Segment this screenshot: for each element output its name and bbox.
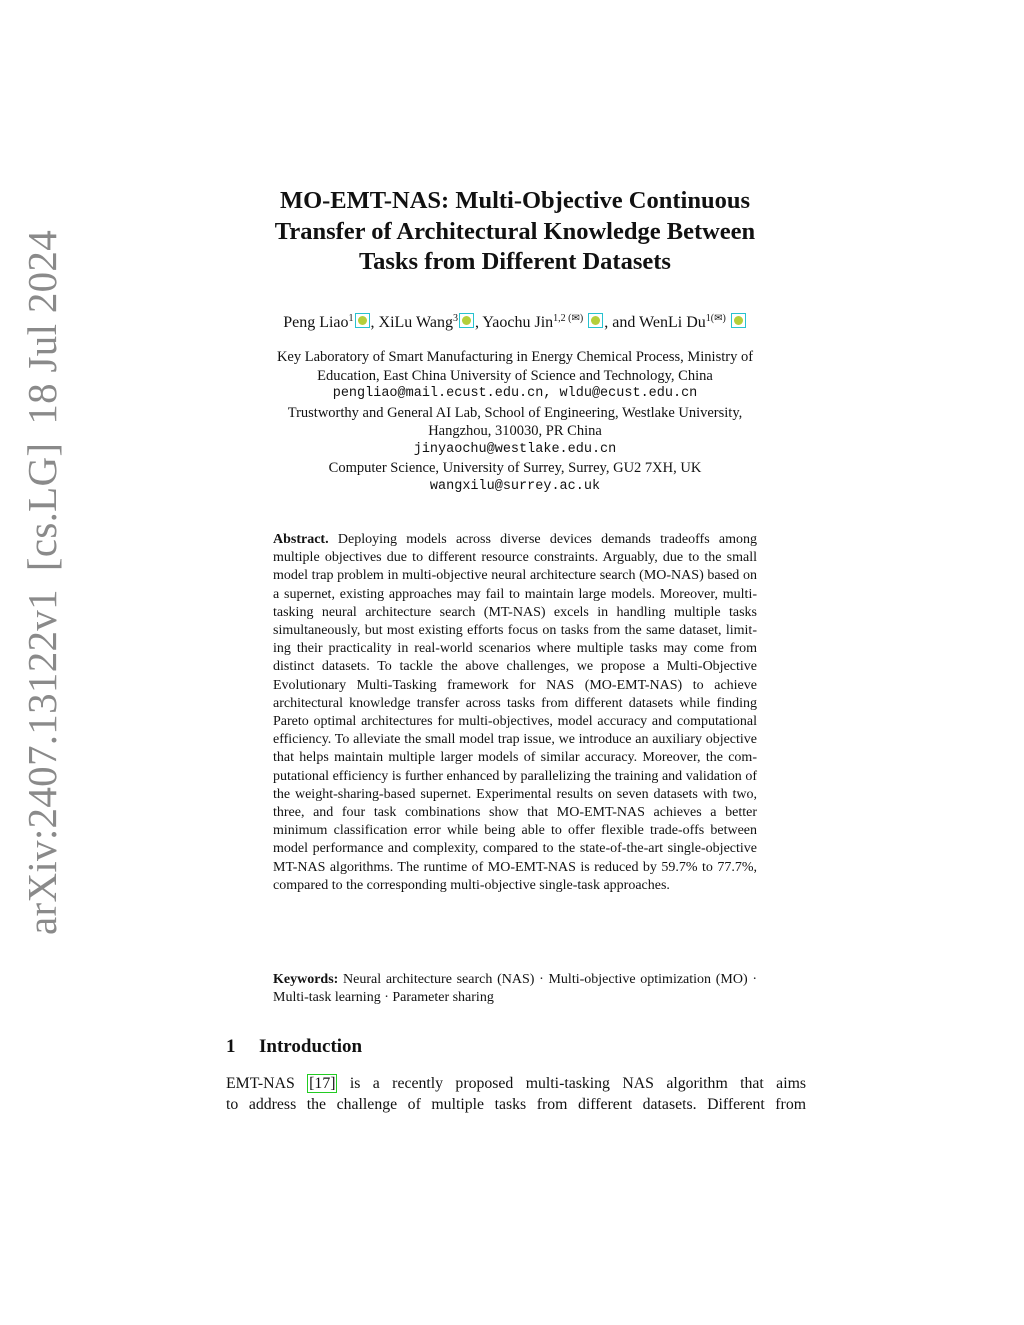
author-affiliation-mark: 1 [348, 313, 354, 324]
affiliation-line: Computer Science, University of Surrey, Surrey, GU2 7XH, UK [328, 460, 702, 476]
author-email[interactable]: wangxilu@surrey.ac.uk [429, 478, 601, 494]
affiliation-line: Trustworthy and General AI Lab, School of Engineering, Westlake University, [287, 404, 743, 421]
author-affiliation-mark: 3 [452, 313, 458, 324]
orcid-icon[interactable] [588, 313, 603, 328]
intro-line: to address the challenge of multiple tasks from different datasets. Different from [226, 1096, 806, 1113]
author-name: Peng Liao [283, 314, 349, 331]
abstract-label: Abstract. [273, 532, 329, 547]
author-affiliation-mark: 1,2 (✉) [553, 313, 584, 324]
intro-paragraph [226, 1073, 806, 1115]
affiliation-line: Key Laboratory of Smart Manufacturing in Energy Chemical Process, Ministry of [276, 349, 754, 365]
keywords-text: Neural architecture search (NAS) · Multi-objective optimization (MO) · Multi-task learning · Parameter sharing [273, 972, 757, 1006]
affiliation-line: Education, East China University of Science and Technology, China [317, 367, 713, 384]
section-title: Introduction [259, 1036, 363, 1057]
affiliations [190, 348, 840, 496]
arxiv-category: [cs.LG] [19, 442, 65, 572]
affiliation-line: Hangzhou, 310030, PR China [428, 423, 602, 439]
arxiv-stamp [2, 229, 82, 935]
author-name: XiLu Wang [378, 314, 453, 331]
author-email[interactable]: pengliao@mail.ecust.edu.cn, wldu@ecust.edu.cn [332, 386, 698, 401]
orcid-icon[interactable] [459, 313, 474, 328]
author-name: WenLi Du [639, 314, 706, 331]
section-number: 1 [226, 1036, 236, 1057]
title-line: MO-EMT-NAS: Multi-Objective Continuous [279, 187, 751, 214]
abstract [273, 531, 757, 895]
keywords-label: Keywords: [273, 972, 339, 987]
orcid-icon[interactable] [355, 313, 370, 328]
title-line: Transfer of Architectural Knowledge Between [274, 217, 756, 245]
section-heading [226, 1036, 806, 1058]
arxiv-date: 18 Jul 2024 [19, 229, 65, 425]
author-name: Yaochu Jin [482, 314, 554, 331]
author-list: Peng Liao$^1$ , XiLu Wang$^3$ , Yaochu Jin$^{1,2 (✉)}$ , and WenLi $Du^{1(✉)}$ [180, 312, 850, 334]
citation-link[interactable]: [17] [309, 1075, 336, 1092]
abstract-text: Deploying models across diverse devices demands tradeoffs among multiple objectives due to different resource constraints. Arguably, due to the small model trap problem in multi-objective neural architecture search (MO-NAS) based on a supernet, existing approaches may fail to maintain large models. Moreover, multi-tasking neural architecture search (MT-NAS) excels in handling multiple tasks simultaneously, but most existing efforts focus on tasks from the same dataset, limiting their practicality in real-world scenarios where multiple tasks may come from distinct datasets. To tackle the above challenges, we propose a Multi-Objective Evolutionary Multi-Tasking framework for NAS (MO-EMT-NAS) to achieve architectural knowledge transfer across tasks from different datasets while finding Pareto optimal architectures for multi-objectives, model accuracy and computational efficiency. To alleviate the small model trap issue, we introduce an auxiliary objective that helps maintain multiple larger models of similar accuracy. Moreover, the computational efficiency is further enhanced by parallelizing the training and validation of the weight-sharing-based supernet. Experimental results on seven datasets with two, three, and four task combinations show that MO-EMT-NAS achieves a better minimum classification error while being able to offer flexible trade-offs between model performance and complexity, compared to the state-of-the-art single-objective MT-NAS algorithms. The runtime of MO-EMT-NAS is reduced by 59.7% to 77.7%, compared to the corresponding multi-objective single-task approaches. [273, 532, 757, 893]
title-line: Tasks from Different Datasets [359, 248, 671, 275]
paper-title [200, 186, 830, 278]
keywords [273, 971, 757, 1007]
arxiv-id: arXiv:2407.13122v1 [19, 589, 65, 935]
author-email[interactable]: jinyaochu@westlake.edu.cn [413, 441, 617, 457]
intro-line: EMT-NAS [17] is a recently proposed multi-tasking NAS algorithm that aims [226, 1075, 807, 1092]
author-affiliation-mark: 1(✉) [705, 313, 726, 324]
orcid-icon[interactable] [731, 313, 746, 328]
